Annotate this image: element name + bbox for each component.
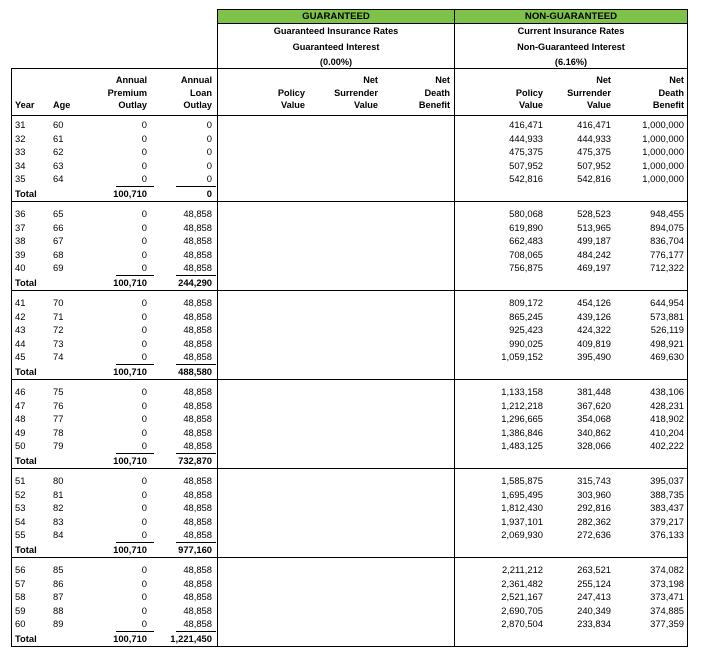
- group-separator: [12, 468, 687, 469]
- cell-surrender: 475,375: [577, 146, 611, 158]
- cell-death: 948,455: [650, 208, 684, 219]
- col-g-policy-line1: Policy: [277, 87, 305, 98]
- cell-policy: 416,471: [509, 119, 543, 130]
- total-rule: [176, 631, 216, 632]
- guaranteed-interest-rate: (0.00%): [319, 57, 353, 67]
- col-premium-line1: Annual: [115, 75, 147, 85]
- col-ng-policy-header: [493, 87, 543, 112]
- total-premium: 100,710: [113, 188, 147, 199]
- cell-death: 469,630: [650, 351, 684, 363]
- cell-loan: 48,858: [183, 248, 212, 260]
- non-guaranteed-interest-rate: (6.16%): [554, 57, 588, 67]
- non-guaranteed-interest-label: Non-Guaranteed Interest: [517, 41, 625, 52]
- cell-year: 55: [15, 529, 26, 541]
- cell-year: 33: [15, 146, 26, 158]
- cell-death: 1,000,000: [642, 132, 684, 144]
- cell-loan: 0: [206, 132, 212, 144]
- total-premium: 100,710: [113, 633, 147, 644]
- cell-year: 51: [15, 475, 26, 486]
- col-premium-line3: Outlay: [118, 100, 147, 110]
- cell-premium: 0: [141, 208, 147, 219]
- total-rule: [176, 542, 216, 543]
- cell-loan: 48,858: [183, 475, 212, 486]
- cell-policy: 865,245: [509, 310, 543, 322]
- col-g-surrender-header: [318, 74, 378, 112]
- cell-surrender: 240,349: [577, 604, 611, 616]
- cell-age: 84: [53, 529, 64, 541]
- cell-premium: 0: [141, 515, 147, 527]
- cell-year: 56: [15, 564, 26, 575]
- col-g-surrender-line2: Surrender: [334, 87, 378, 98]
- cell-policy: 1,133,158: [501, 386, 543, 397]
- col-ng-death-header: [634, 74, 684, 112]
- cell-age: 72: [53, 324, 64, 336]
- cell-death: 1,000,000: [642, 119, 684, 130]
- cell-policy: 1,483,125: [501, 440, 543, 452]
- cell-policy: 662,483: [509, 235, 543, 247]
- cell-policy: 619,890: [509, 221, 543, 233]
- cell-loan: 0: [206, 159, 212, 171]
- cell-age: 82: [53, 502, 64, 514]
- cell-policy: 2,069,930: [501, 529, 543, 541]
- cell-loan: 48,858: [183, 591, 212, 603]
- cell-age: 71: [53, 310, 64, 322]
- cell-death: 428,231: [650, 399, 684, 411]
- cell-surrender: 303,960: [577, 488, 611, 500]
- cell-death: 644,954: [650, 297, 684, 308]
- col-ng-surrender-line3: Value: [586, 100, 611, 110]
- cell-year: 52: [15, 488, 26, 500]
- cell-year: 40: [15, 262, 26, 274]
- cell-year: 44: [15, 337, 26, 349]
- cell-policy: 1,386,846: [501, 426, 543, 438]
- cell-policy: 2,870,504: [501, 618, 543, 630]
- cell-surrender: 395,490: [577, 351, 611, 363]
- cell-death: 395,037: [650, 475, 684, 486]
- group-separator: [12, 379, 687, 380]
- cell-premium: 0: [141, 529, 147, 541]
- cell-year: 54: [15, 515, 26, 527]
- cell-age: 89: [53, 618, 64, 630]
- col-premium-line2: Premium: [107, 87, 147, 98]
- cell-policy: 444,933: [509, 132, 543, 144]
- total-rule: [116, 275, 154, 276]
- cell-premium: 0: [141, 173, 147, 185]
- cell-death: 836,704: [650, 235, 684, 247]
- cell-premium: 0: [141, 618, 147, 630]
- total-label: Total: [15, 366, 37, 377]
- total-rule: [116, 631, 154, 632]
- cell-policy: 1,937,101: [501, 515, 543, 527]
- cell-death: 894,075: [650, 221, 684, 233]
- total-rule: [116, 186, 154, 187]
- cell-premium: 0: [141, 413, 147, 425]
- cell-surrender: 409,819: [577, 337, 611, 349]
- cell-premium: 0: [141, 159, 147, 171]
- cell-year: 37: [15, 221, 26, 233]
- cell-year: 41: [15, 297, 26, 308]
- cell-premium: 0: [141, 248, 147, 260]
- cell-death: 373,471: [650, 591, 684, 603]
- cell-loan: 48,858: [183, 440, 212, 452]
- cell-policy: 1,296,665: [501, 413, 543, 425]
- total-loan: 1,221,450: [170, 633, 212, 644]
- cell-death: 388,735: [650, 488, 684, 500]
- cell-age: 68: [53, 248, 64, 260]
- cell-surrender: 528,523: [577, 208, 611, 219]
- cell-death: 1,000,000: [642, 159, 684, 171]
- cell-premium: 0: [141, 426, 147, 438]
- cell-death: 573,881: [650, 310, 684, 322]
- cell-policy: 1,212,218: [501, 399, 543, 411]
- total-premium: 100,710: [113, 366, 147, 377]
- cell-age: 86: [53, 577, 64, 589]
- non-guaranteed-header: [454, 9, 688, 69]
- cell-death: 374,885: [650, 604, 684, 616]
- cell-policy: 1,585,875: [501, 475, 543, 486]
- cell-year: 60: [15, 618, 26, 630]
- cell-policy: 925,423: [509, 324, 543, 336]
- guaranteed-rates-label: Guaranteed Insurance Rates: [273, 26, 399, 36]
- cell-loan: 48,858: [183, 413, 212, 425]
- col-ng-policy-line1: Policy: [515, 87, 543, 98]
- cell-year: 38: [15, 235, 26, 247]
- total-premium: 100,710: [113, 544, 147, 555]
- total-rule: [116, 453, 154, 454]
- col-g-policy-header: [255, 87, 305, 112]
- cell-policy: 708,065: [509, 248, 543, 260]
- cell-loan: 48,858: [183, 488, 212, 500]
- cell-surrender: 444,933: [577, 132, 611, 144]
- cell-death: 712,322: [650, 262, 684, 274]
- cell-premium: 0: [141, 132, 147, 144]
- col-loan-header: [162, 74, 212, 112]
- cell-age: 67: [53, 235, 64, 247]
- cell-age: 63: [53, 159, 64, 171]
- cell-loan: 48,858: [183, 337, 212, 349]
- cell-year: 34: [15, 159, 26, 171]
- total-premium: 100,710: [113, 455, 147, 466]
- cell-death: 438,106: [650, 386, 684, 397]
- group-separator: [12, 290, 687, 291]
- cell-loan: 48,858: [183, 235, 212, 247]
- cell-policy: 507,952: [509, 159, 543, 171]
- col-g-surrender-line3: Value: [353, 100, 378, 110]
- cell-year: 49: [15, 426, 26, 438]
- cell-age: 80: [53, 475, 64, 486]
- cell-premium: 0: [141, 235, 147, 247]
- cell-loan: 48,858: [183, 604, 212, 616]
- cell-surrender: 542,816: [577, 173, 611, 185]
- cell-surrender: 469,197: [577, 262, 611, 274]
- cell-year: 59: [15, 604, 26, 616]
- divider-guaranteed: [454, 69, 455, 646]
- col-ng-death-line2: Death: [658, 87, 684, 98]
- cell-surrender: 292,816: [577, 502, 611, 514]
- col-g-death-line1: Net: [435, 75, 450, 85]
- cell-loan: 48,858: [183, 221, 212, 233]
- cell-surrender: 513,965: [577, 221, 611, 233]
- cell-policy: 2,211,212: [501, 564, 543, 575]
- col-ng-death-line3: Benefit: [652, 100, 684, 110]
- cell-loan: 48,858: [183, 529, 212, 541]
- cell-loan: 48,858: [183, 386, 212, 397]
- cell-surrender: 367,620: [577, 399, 611, 411]
- cell-death: 374,082: [650, 564, 684, 575]
- total-rule: [116, 542, 154, 543]
- cell-age: 78: [53, 426, 64, 438]
- total-premium: 100,710: [113, 277, 147, 288]
- cell-year: 36: [15, 208, 26, 219]
- cell-year: 46: [15, 386, 26, 397]
- non-guaranteed-rates-label: Current Insurance Rates: [517, 26, 625, 36]
- col-age-header: Age: [53, 100, 71, 110]
- group-separator: [12, 201, 687, 202]
- cell-surrender: 233,834: [577, 618, 611, 630]
- col-g-death-header: [400, 74, 450, 112]
- cell-premium: 0: [141, 502, 147, 514]
- cell-premium: 0: [141, 399, 147, 411]
- cell-policy: 2,521,167: [501, 591, 543, 603]
- cell-age: 81: [53, 488, 64, 500]
- cell-premium: 0: [141, 591, 147, 603]
- cell-policy: 1,812,430: [501, 502, 543, 514]
- total-label: Total: [15, 633, 37, 644]
- cell-premium: 0: [141, 324, 147, 336]
- total-label: Total: [15, 455, 37, 466]
- total-label: Total: [15, 188, 37, 199]
- cell-death: 1,000,000: [642, 146, 684, 158]
- cell-surrender: 340,862: [577, 426, 611, 438]
- cell-policy: 1,695,495: [501, 488, 543, 500]
- cell-premium: 0: [141, 386, 147, 397]
- cell-year: 39: [15, 248, 26, 260]
- cell-policy: 542,816: [509, 173, 543, 185]
- cell-premium: 0: [141, 488, 147, 500]
- non-guaranteed-title: NON-GUARANTEED: [455, 10, 687, 24]
- cell-loan: 48,858: [183, 515, 212, 527]
- cell-premium: 0: [141, 475, 147, 486]
- cell-premium: 0: [141, 221, 147, 233]
- col-ng-surrender-line2: Surrender: [567, 87, 611, 98]
- cell-age: 73: [53, 337, 64, 349]
- cell-surrender: 315,743: [577, 475, 611, 486]
- cell-age: 85: [53, 564, 64, 575]
- cell-death: 376,133: [650, 529, 684, 541]
- total-loan: 488,580: [178, 366, 212, 377]
- cell-loan: 48,858: [183, 351, 212, 363]
- cell-loan: 48,858: [183, 262, 212, 274]
- cell-surrender: 272,636: [577, 529, 611, 541]
- cell-surrender: 424,322: [577, 324, 611, 336]
- cell-loan: 48,858: [183, 297, 212, 308]
- cell-age: 76: [53, 399, 64, 411]
- guaranteed-title: GUARANTEED: [218, 10, 454, 24]
- cell-age: 77: [53, 413, 64, 425]
- cell-age: 69: [53, 262, 64, 274]
- cell-year: 57: [15, 577, 26, 589]
- cell-surrender: 282,362: [577, 515, 611, 527]
- cell-premium: 0: [141, 564, 147, 575]
- total-label: Total: [15, 277, 37, 288]
- total-rule: [116, 364, 154, 365]
- cell-age: 60: [53, 119, 64, 130]
- group-separator: [12, 557, 687, 558]
- group-separator: [12, 646, 687, 647]
- total-loan: 0: [206, 188, 212, 199]
- cell-age: 66: [53, 221, 64, 233]
- cell-premium: 0: [141, 297, 147, 308]
- cell-age: 70: [53, 297, 64, 308]
- cell-death: 1,000,000: [642, 173, 684, 185]
- cell-year: 32: [15, 132, 26, 144]
- cell-loan: 48,858: [183, 324, 212, 336]
- cell-death: 410,204: [650, 426, 684, 438]
- cell-loan: 48,858: [183, 564, 212, 575]
- cell-age: 64: [53, 173, 64, 185]
- cell-surrender: 247,413: [577, 591, 611, 603]
- cell-loan: 48,858: [183, 426, 212, 438]
- col-year-header: Year: [15, 100, 35, 110]
- cell-surrender: 255,124: [577, 577, 611, 589]
- total-loan: 244,290: [178, 277, 212, 288]
- cell-premium: 0: [141, 310, 147, 322]
- col-g-surrender-line1: Net: [363, 75, 378, 85]
- cell-year: 31: [15, 119, 26, 130]
- col-g-death-line3: Benefit: [418, 100, 450, 110]
- cell-surrender: 328,066: [577, 440, 611, 452]
- cell-death: 373,198: [650, 577, 684, 589]
- cell-year: 42: [15, 310, 26, 322]
- col-g-policy-line2: Value: [280, 100, 305, 110]
- cell-year: 53: [15, 502, 26, 514]
- cell-premium: 0: [141, 337, 147, 349]
- cell-surrender: 263,521: [577, 564, 611, 575]
- col-g-death-line2: Death: [424, 87, 450, 98]
- cell-premium: 0: [141, 146, 147, 158]
- cell-death: 377,359: [650, 618, 684, 630]
- cell-age: 62: [53, 146, 64, 158]
- col-premium-header: [97, 74, 147, 112]
- total-rule: [176, 364, 216, 365]
- cell-surrender: 354,068: [577, 413, 611, 425]
- cell-loan: 0: [206, 146, 212, 158]
- cell-policy: 809,172: [509, 297, 543, 308]
- cell-premium: 0: [141, 351, 147, 363]
- cell-year: 58: [15, 591, 26, 603]
- total-loan: 977,160: [178, 544, 212, 555]
- cell-loan: 0: [206, 119, 212, 130]
- col-ng-policy-line2: Value: [518, 100, 543, 110]
- cell-surrender: 454,126: [577, 297, 611, 308]
- cell-death: 379,217: [650, 515, 684, 527]
- cell-age: 61: [53, 132, 64, 144]
- cell-age: 75: [53, 386, 64, 397]
- total-rule: [176, 186, 216, 187]
- cell-surrender: 381,448: [577, 386, 611, 397]
- cell-age: 65: [53, 208, 64, 219]
- cell-premium: 0: [141, 440, 147, 452]
- guaranteed-interest-label: Guaranteed Interest: [292, 41, 380, 52]
- cell-premium: 0: [141, 577, 147, 589]
- total-loan: 732,870: [178, 455, 212, 466]
- guaranteed-header: [217, 9, 455, 69]
- cell-policy: 475,375: [509, 146, 543, 158]
- cell-surrender: 416,471: [577, 119, 611, 130]
- cell-year: 35: [15, 173, 26, 185]
- cell-premium: 0: [141, 119, 147, 130]
- col-loan-line2: Loan: [190, 87, 212, 98]
- cell-year: 48: [15, 413, 26, 425]
- cell-age: 74: [53, 351, 64, 363]
- cell-age: 87: [53, 591, 64, 603]
- cell-surrender: 499,187: [577, 235, 611, 247]
- cell-premium: 0: [141, 262, 147, 274]
- cell-loan: 48,858: [183, 399, 212, 411]
- cell-policy: 2,361,482: [501, 577, 543, 589]
- cell-age: 88: [53, 604, 64, 616]
- col-ng-surrender-header: [551, 74, 611, 112]
- cell-loan: 48,858: [183, 208, 212, 219]
- col-ng-death-line1: Net: [669, 75, 684, 85]
- col-loan-line1: Annual: [180, 75, 212, 85]
- cell-year: 43: [15, 324, 26, 336]
- total-rule: [176, 275, 216, 276]
- total-label: Total: [15, 544, 37, 555]
- illustration-table: [11, 68, 688, 647]
- cell-death: 418,902: [650, 413, 684, 425]
- cell-death: 498,921: [650, 337, 684, 349]
- divider-ledger: [217, 69, 218, 646]
- col-ng-surrender-line1: Net: [596, 75, 611, 85]
- total-rule: [176, 453, 216, 454]
- cell-policy: 990,025: [509, 337, 543, 349]
- cell-policy: 1,059,152: [501, 351, 543, 363]
- cell-surrender: 507,952: [577, 159, 611, 171]
- cell-loan: 0: [206, 173, 212, 185]
- cell-age: 83: [53, 515, 64, 527]
- col-loan-line3: Outlay: [183, 100, 212, 110]
- cell-policy: 756,875: [509, 262, 543, 274]
- cell-age: 79: [53, 440, 64, 452]
- cell-policy: 2,690,705: [501, 604, 543, 616]
- header-divider: [12, 115, 687, 116]
- cell-loan: 48,858: [183, 577, 212, 589]
- cell-death: 526,119: [650, 324, 684, 336]
- cell-surrender: 439,126: [577, 310, 611, 322]
- cell-loan: 48,858: [183, 310, 212, 322]
- cell-death: 776,177: [650, 248, 684, 260]
- cell-year: 47: [15, 399, 26, 411]
- cell-loan: 48,858: [183, 502, 212, 514]
- cell-death: 383,437: [650, 502, 684, 514]
- cell-year: 45: [15, 351, 26, 363]
- cell-loan: 48,858: [183, 618, 212, 630]
- cell-policy: 580,068: [509, 208, 543, 219]
- cell-death: 402,222: [650, 440, 684, 452]
- cell-surrender: 484,242: [577, 248, 611, 260]
- cell-year: 50: [15, 440, 26, 452]
- cell-premium: 0: [141, 604, 147, 616]
